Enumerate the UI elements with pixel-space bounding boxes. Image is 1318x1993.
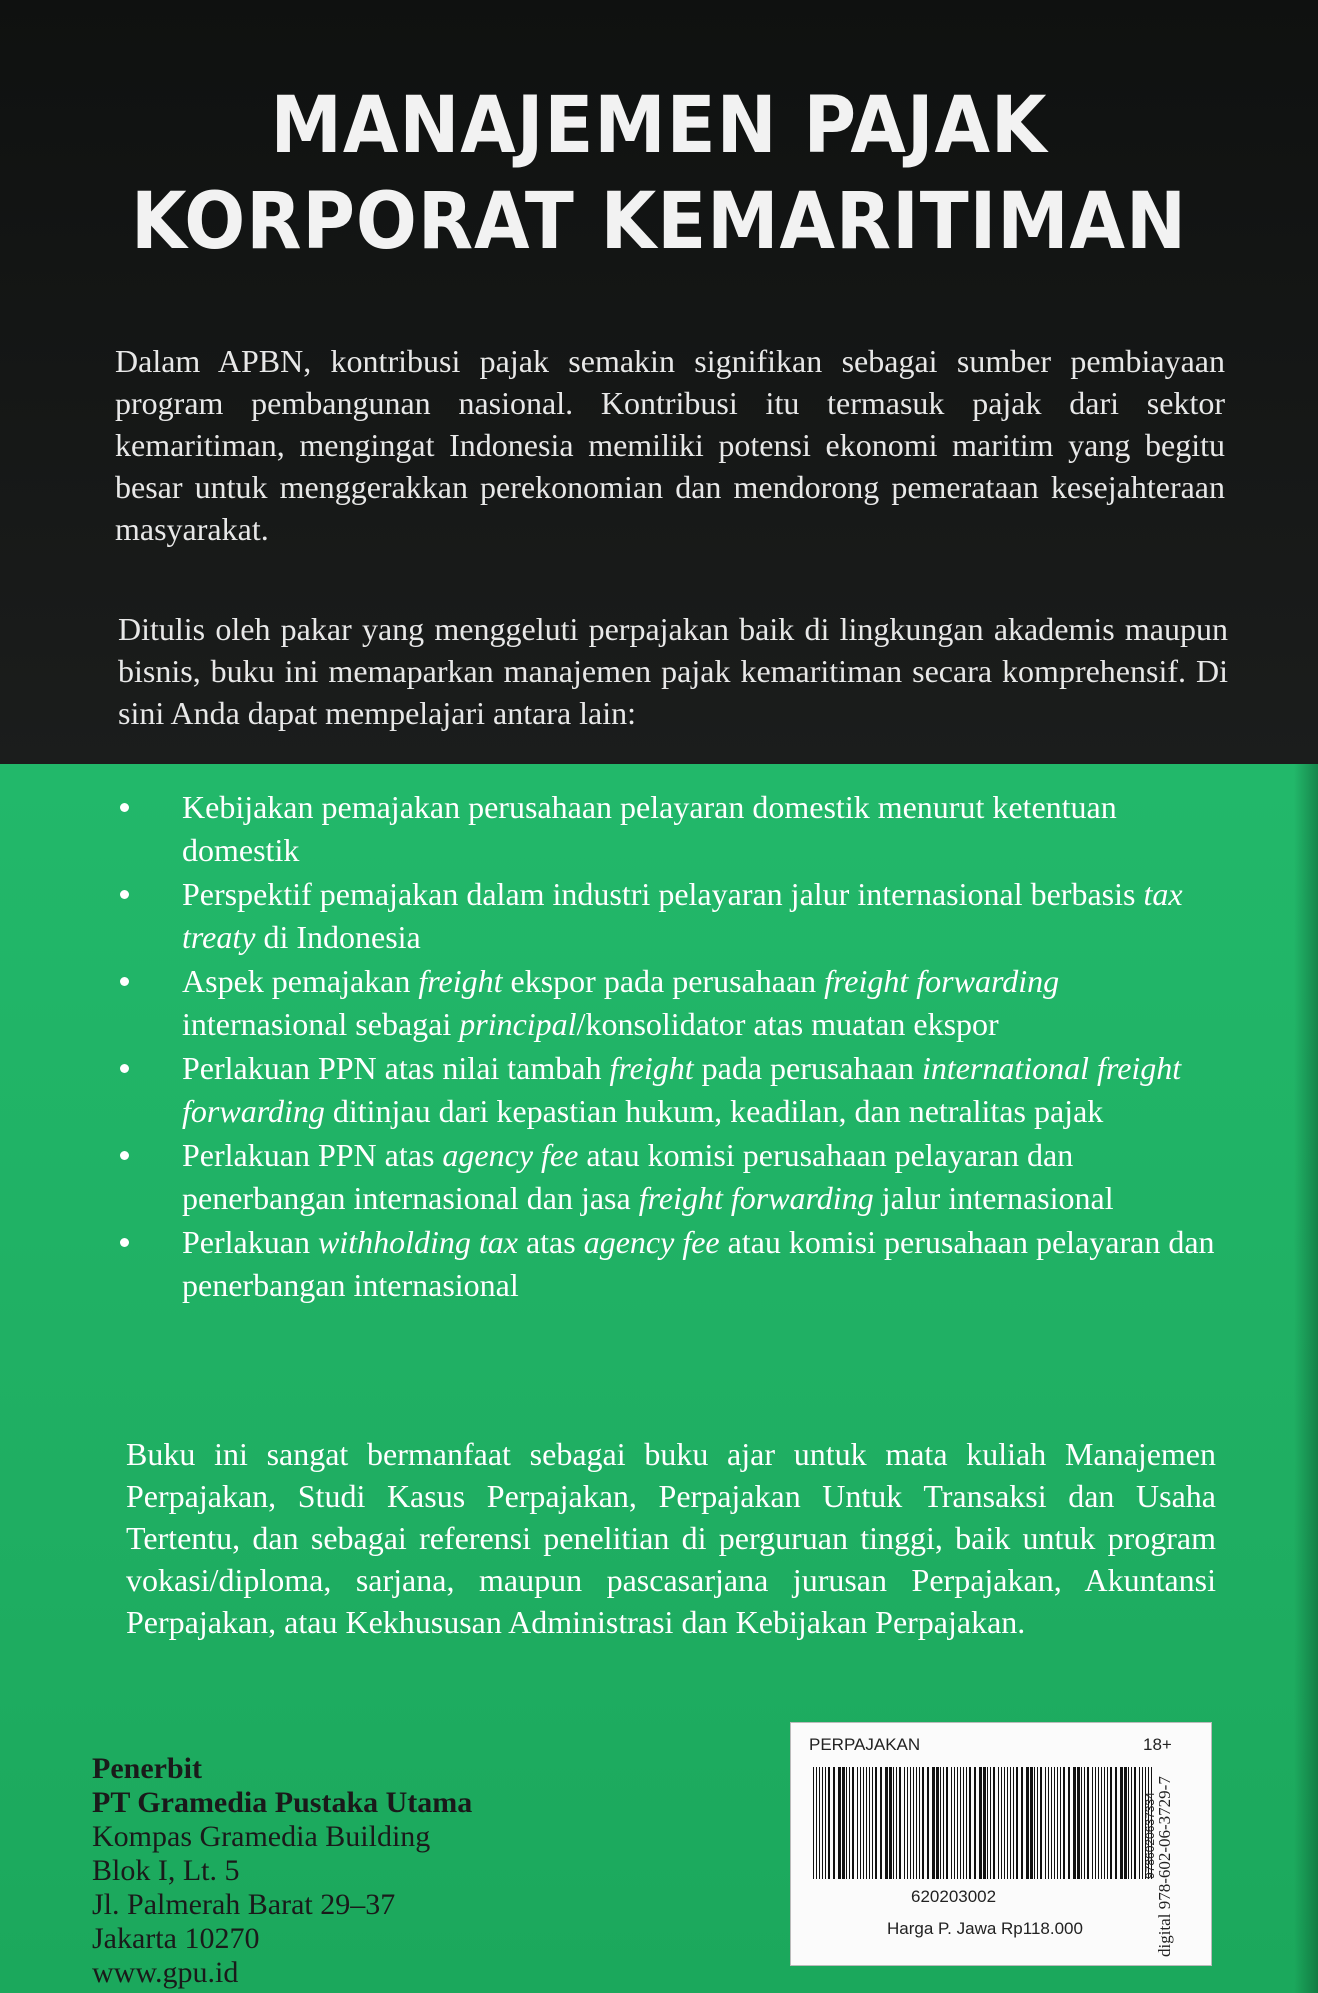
bullet-text-segment: /konsolidator atas muatan ekspor — [576, 1006, 999, 1042]
barcode-bar — [1131, 1767, 1132, 1879]
label-price: Harga P. Jawa Rp118.000 — [887, 1919, 1083, 1938]
barcode-bar — [1134, 1767, 1136, 1879]
barcode-bar — [866, 1767, 867, 1879]
bullet-text-segment: di Indonesia — [255, 919, 421, 955]
barcode-bar — [893, 1767, 894, 1879]
barcode-bar — [998, 1767, 999, 1879]
barcode-graphic — [813, 1767, 1158, 1879]
barcode-bar — [907, 1767, 908, 1879]
barcode-bar — [916, 1767, 917, 1879]
italic-term: principal — [459, 1006, 577, 1042]
bullet-text-segment: jalur internasional — [873, 1180, 1114, 1216]
barcode-bar — [1115, 1767, 1117, 1879]
author-paragraph: Ditulis oleh pakar yang menggeluti perpajakan baik di lingkungan akademis maupun bisnis, buku ini memaparkan manajemen pajak kemaritiman secara komprehensif. Di sini Anda dapat mempelajari antara lain: — [118, 611, 1228, 731]
barcode-bar — [1057, 1767, 1058, 1879]
publisher-block — [92, 1752, 472, 1990]
italic-term: freight forwarding — [824, 963, 1060, 999]
bullet-text-segment: atau komisi perusahaan pelayaran dan penerbangan internasional — [182, 1224, 1215, 1303]
barcode-bar — [1124, 1767, 1127, 1879]
title-line-1: MANAJEMEN PAJAK — [270, 81, 1048, 171]
italic-term: freight forwarding — [638, 1180, 874, 1216]
barcode-bar — [957, 1767, 958, 1879]
intro-paragraph: Dalam APBN, kontribusi pajak semakin signifikan sebagai sumber pembiayaan program pembangunan nasional. Kontribusi itu termasuk pajak dari sektor kemaritiman, mengingat Indonesia memiliki potensi ekonomi maritim yang begitu besar untuk menggerakkan perekonomian dan mendorong pemerataan kesejahteraan masyarakat. — [115, 343, 1225, 547]
bullet-text-segment: Perspektif pemajakan dalam industri pelayaran jalur internasional berbasis — [182, 876, 1144, 912]
barcode-bar — [1060, 1767, 1061, 1879]
barcode-bar — [904, 1767, 905, 1879]
barcode-bar — [969, 1767, 971, 1879]
barcode-digits: 9786020637334 — [1143, 1792, 1157, 1879]
italic-term: agency fee — [583, 1224, 720, 1260]
barcode-bar — [932, 1767, 935, 1879]
topic-bullet-item — [120, 1221, 1230, 1307]
bullet-text — [182, 1047, 1230, 1133]
publisher-building: Kompas Gramedia Building — [92, 1820, 431, 1853]
barcode-bar — [966, 1767, 967, 1879]
barcode-bar — [833, 1767, 835, 1879]
barcode-bar — [922, 1767, 924, 1879]
bullet-text-segment: internasional sebagai — [182, 1006, 460, 1042]
bullet-text-segment: Kebijakan pemajakan perusahaan pelayaran domestik menurut ketentuan domestik — [182, 789, 1117, 868]
barcode-bar — [1128, 1767, 1129, 1879]
publisher-floor: Blok I, Lt. 5 — [92, 1854, 240, 1887]
barcode-bar — [1063, 1767, 1065, 1879]
barcode-bar — [869, 1767, 870, 1879]
bullet-text — [182, 960, 1230, 1046]
barcode-bar — [1107, 1767, 1108, 1879]
barcode-bar — [1101, 1767, 1102, 1879]
bullet-text-segment: atas — [517, 1224, 584, 1260]
barcode-bar — [1081, 1767, 1082, 1879]
barcode-bar — [816, 1767, 817, 1879]
barcode-bar — [993, 1767, 995, 1879]
bullet-text — [182, 1134, 1230, 1220]
title-line-2: KORPORAT KEMARITIMAN — [131, 177, 1187, 267]
barcode-bar — [1016, 1767, 1018, 1879]
barcode-bar — [842, 1767, 845, 1879]
label-product-code: 620203002 — [911, 1887, 997, 1906]
barcode-bar — [1048, 1767, 1049, 1879]
barcode-bar — [899, 1767, 901, 1879]
barcode-bar — [1026, 1767, 1029, 1879]
topic-bullet-list — [120, 786, 1230, 1308]
bullet-text-segment: ekspor pada perusahaan — [502, 963, 825, 999]
barcode-bar — [1092, 1767, 1093, 1879]
bullet-dot-icon — [120, 1238, 129, 1247]
bullet-dot-icon — [120, 1151, 129, 1160]
publisher-name: PT Gramedia Pustaka Utama — [92, 1786, 473, 1819]
barcode-bar — [1007, 1767, 1008, 1879]
barcode-bar — [1095, 1767, 1096, 1879]
barcode-bar — [1110, 1767, 1112, 1879]
barcode-bar — [860, 1767, 861, 1879]
barcode-bar — [1054, 1767, 1055, 1879]
barcode-bar — [863, 1767, 864, 1879]
barcode-bar — [960, 1767, 961, 1879]
book-title — [53, 78, 1266, 270]
barcode-bar — [1073, 1767, 1076, 1879]
barcode-bar — [943, 1767, 944, 1879]
barcode-bar — [974, 1767, 976, 1879]
barcode-bar — [1077, 1767, 1080, 1879]
barcode-bar — [1013, 1767, 1014, 1879]
barcode-bar — [946, 1767, 948, 1879]
italic-term: withholding tax — [317, 1224, 518, 1260]
bullet-text — [182, 873, 1230, 959]
bullet-text-segment: Perlakuan — [182, 1224, 318, 1260]
cover-edge-shadow — [1294, 764, 1318, 1993]
bullet-text-segment: pada perusahaan — [693, 1050, 922, 1086]
publisher-city: Jakarta 10270 — [92, 1922, 260, 1955]
bullet-dot-icon — [120, 890, 129, 899]
italic-term: agency fee — [442, 1137, 579, 1173]
italic-term: international freight forwarding — [182, 1050, 1182, 1129]
barcode-bar — [875, 1767, 877, 1879]
barcode-bar — [979, 1767, 982, 1879]
barcode-bar — [1021, 1767, 1023, 1879]
usage-paragraph: Buku ini sangat bermanfaat sebagai buku ajar untuk mata kuliah Manajemen Perpajakan, Studi Kasus Perpajakan, Perpajakan Untuk Transaksi dan Usaha Tertentu, dan sebagai referensi penelitian di perguruan tinggi, baik untuk program vokasi/diploma, sarjana, maupun pascasarjana jurusan Perpajakan, Akuntansi Perpajakan, atau Kekhususan Administrasi dan Kebijakan Perpajakan. — [126, 1436, 1216, 1640]
label-age-rating: 18+ — [1143, 1735, 1172, 1754]
italic-term: freight — [609, 1050, 694, 1086]
bullet-dot-icon — [120, 977, 129, 986]
barcode-bar — [951, 1767, 952, 1879]
barcode-bar — [1098, 1767, 1099, 1879]
topic-bullet-item — [120, 786, 1230, 872]
barcode-bar — [857, 1767, 858, 1879]
barcode-bar — [936, 1767, 939, 1879]
bullet-text-segment: Perlakuan PPN atas — [182, 1137, 443, 1173]
barcode-bar — [963, 1767, 964, 1879]
bullet-dot-icon — [120, 1064, 129, 1073]
barcode-bar — [983, 1767, 986, 1879]
bullet-text-segment: atau komisi perusahaan pelayaran dan penerbangan internasional dan jasa — [182, 1137, 1074, 1216]
barcode-bar — [1040, 1767, 1042, 1879]
price-label-sticker — [790, 1722, 1212, 1966]
barcode-bar — [1001, 1767, 1002, 1879]
barcode-bar — [813, 1767, 814, 1879]
bullet-text-segment: Perlakuan PPN atas nilai tambah — [182, 1050, 610, 1086]
barcode-bar — [1068, 1767, 1070, 1879]
topic-bullet-item — [120, 960, 1230, 1046]
bullet-text — [182, 1221, 1230, 1307]
barcode-bar — [987, 1767, 988, 1879]
barcode-bar — [940, 1767, 941, 1879]
barcode-bar — [1139, 1767, 1140, 1879]
label-category: PERPAJAKAN — [809, 1735, 921, 1754]
barcode-bar — [825, 1767, 826, 1879]
barcode-bar — [910, 1767, 911, 1879]
barcode-bar — [838, 1767, 841, 1879]
barcode-bar — [1004, 1767, 1005, 1879]
barcode-bar — [1084, 1767, 1085, 1879]
barcode-bar — [1034, 1767, 1035, 1879]
barcode-bar — [819, 1767, 820, 1879]
italic-term: tax treaty — [182, 876, 1183, 955]
barcode-bar — [885, 1767, 888, 1879]
publisher-street: Jl. Palmerah Barat 29–37 — [92, 1888, 396, 1921]
barcode-bar — [1030, 1767, 1033, 1879]
barcode-bar — [1010, 1767, 1011, 1879]
publisher-label: Penerbit — [92, 1752, 202, 1785]
barcode-bar — [880, 1767, 882, 1879]
italic-term: freight — [418, 963, 503, 999]
barcode-bar — [889, 1767, 892, 1879]
barcode-bar — [919, 1767, 920, 1879]
topic-bullet-item — [120, 1134, 1230, 1220]
topic-bullet-item — [120, 873, 1230, 959]
barcode-bar — [990, 1767, 991, 1879]
barcode-bar — [1037, 1767, 1038, 1879]
barcode-bar — [828, 1767, 830, 1879]
bullet-text — [182, 786, 1230, 872]
publisher-website: www.gpu.id — [92, 1956, 239, 1989]
barcode-bar — [896, 1767, 897, 1879]
barcode-bar — [849, 1767, 850, 1879]
barcode-bar — [1051, 1767, 1052, 1879]
barcode-bar — [872, 1767, 873, 1879]
topic-bullet-item — [120, 1047, 1230, 1133]
barcode-bar — [846, 1767, 847, 1879]
barcode-bar — [822, 1767, 823, 1879]
barcode-bar — [1087, 1767, 1089, 1879]
barcode-bar — [927, 1767, 929, 1879]
barcode-bar — [852, 1767, 854, 1879]
barcode-bar — [913, 1767, 914, 1879]
bullet-dot-icon — [120, 803, 129, 812]
bullet-text-segment: Aspek pemajakan — [182, 963, 419, 999]
isbn-digital: digital 978-602-06-3729-7 — [1155, 1776, 1174, 1957]
bullet-text-segment: ditinjau dari kepastian hukum, keadilan, dan netralitas pajak — [324, 1093, 1104, 1129]
barcode-bar — [1120, 1767, 1123, 1879]
barcode-bar — [1104, 1767, 1105, 1879]
barcode-bar — [1045, 1767, 1046, 1879]
barcode-bar — [954, 1767, 955, 1879]
